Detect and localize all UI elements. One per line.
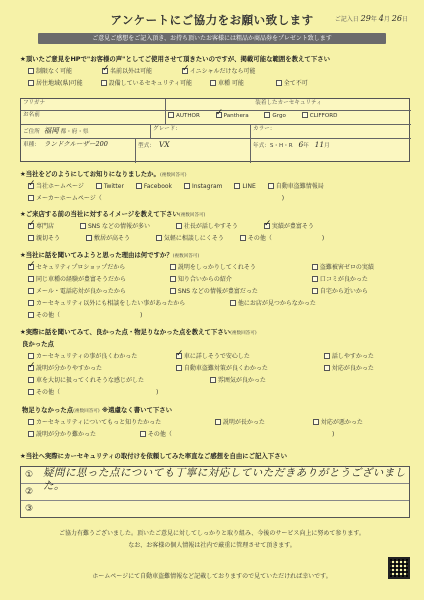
option-label: その他（ bbox=[36, 312, 61, 319]
comment-line-3[interactable] bbox=[21, 501, 409, 518]
checkbox[interactable] bbox=[240, 235, 246, 241]
q0-opt-5[interactable] bbox=[210, 80, 244, 88]
paren-close: ) bbox=[281, 195, 285, 202]
checkbox[interactable] bbox=[312, 276, 318, 282]
option-label: 社長が話しやすそう bbox=[183, 223, 238, 230]
option-label: カーセキュリティ以外にも相談をしたい事があったから bbox=[36, 300, 186, 307]
q3-row2 bbox=[28, 276, 378, 284]
good-opt-2[interactable] bbox=[324, 353, 374, 361]
option-label: Twitter bbox=[103, 183, 124, 190]
furigana-label: フリガナ bbox=[23, 100, 46, 106]
q4-good-row2 bbox=[28, 365, 384, 373]
q0-opt-3[interactable] bbox=[28, 80, 83, 88]
q2-opt-7[interactable] bbox=[240, 235, 324, 243]
checkbox[interactable] bbox=[28, 235, 34, 241]
multi-answer-note: (複数回答可) bbox=[73, 409, 100, 414]
month-unit: 月 bbox=[324, 143, 330, 149]
thanks-text: ご協力有難うございました。頂いたご意見に対してしっかりと取り組み、今後のサービス向上に努めて参ります。 bbox=[59, 530, 365, 537]
q2-row1 bbox=[28, 223, 324, 231]
option-label: 雰囲気が良かった bbox=[217, 377, 266, 384]
option-label: 実績が豊富そう bbox=[271, 223, 314, 230]
option-label: Instagram bbox=[191, 183, 223, 190]
q3-row4 bbox=[28, 300, 326, 308]
option-label: その他（ bbox=[247, 235, 272, 242]
brand-author[interactable] bbox=[168, 112, 200, 120]
good-opt-8[interactable] bbox=[28, 389, 158, 397]
q3-opt-10[interactable] bbox=[230, 300, 316, 308]
brand-row bbox=[166, 111, 411, 125]
checkbox[interactable] bbox=[170, 264, 176, 270]
option-label: 車種 可能 bbox=[217, 80, 244, 87]
bad-opt-2[interactable] bbox=[313, 419, 363, 427]
option-label: 説明が分かり難かった bbox=[36, 431, 97, 438]
q3-opt-5[interactable] bbox=[312, 276, 368, 284]
checkbox[interactable] bbox=[170, 276, 176, 282]
checkbox[interactable] bbox=[168, 112, 174, 118]
model-value: VX bbox=[158, 140, 170, 149]
brand-clifford[interactable] bbox=[302, 112, 338, 120]
option-label: Panthera bbox=[223, 113, 249, 119]
checkbox[interactable] bbox=[324, 353, 330, 359]
good-opt-4[interactable] bbox=[176, 365, 312, 373]
option-label: カーセキュリティについてもっと知りたかった bbox=[36, 419, 162, 426]
option-label: 同じ車種の経験が豊富そうだから bbox=[36, 276, 127, 283]
name-cell[interactable] bbox=[21, 111, 166, 125]
furigana-cell[interactable] bbox=[21, 99, 166, 111]
bad-opt-3[interactable] bbox=[28, 431, 128, 439]
customer-info-table bbox=[20, 98, 410, 162]
checkbox[interactable] bbox=[216, 112, 222, 118]
option-label: 対応が良かった bbox=[331, 365, 374, 372]
checkbox[interactable] bbox=[28, 183, 34, 189]
q4-heading bbox=[20, 328, 257, 337]
date-day: 26 bbox=[391, 14, 402, 23]
checkbox[interactable] bbox=[80, 223, 86, 229]
option-label: SNS などの情報が多い bbox=[87, 223, 150, 230]
multi-answer-note: (複数回答可) bbox=[178, 213, 206, 218]
option-label: 名前以外は可能 bbox=[109, 68, 152, 75]
q0-opt-2[interactable] bbox=[182, 68, 256, 76]
q1-opt-1[interactable] bbox=[96, 183, 124, 191]
option-label: 他にお店が見つからなかった bbox=[237, 300, 316, 307]
checkbox[interactable] bbox=[312, 264, 318, 270]
brand-panthera[interactable] bbox=[216, 112, 249, 120]
q3-opt-6[interactable] bbox=[28, 288, 158, 296]
grade-label: グレード bbox=[153, 126, 176, 132]
heading-text: ★実際に話を聞いてみて、良かった点・物足りなかった点を教えて下さい bbox=[20, 328, 231, 336]
q5-heading: ★当社へ実際にカーセキュリティの取付けを依頼してみた率直なご感想を自由にご記入下さい bbox=[20, 452, 287, 460]
checkbox[interactable] bbox=[101, 80, 107, 86]
heading-text: ★当社をどのようにしてお知りになりましたか。 bbox=[20, 170, 160, 178]
year-era: S・H・R bbox=[269, 143, 293, 149]
option-label: LINE bbox=[242, 183, 256, 190]
option-label: メール・電話応対が良かったから bbox=[36, 288, 126, 295]
q3-opt-2[interactable] bbox=[312, 264, 374, 272]
q1-opt-6[interactable] bbox=[28, 195, 284, 203]
option-label: Grgo bbox=[272, 113, 286, 119]
checkbox[interactable] bbox=[28, 419, 34, 425]
heading-text: ★当社に話を聞いてみようと思った理由は何ですか？ bbox=[20, 251, 173, 259]
q3-opt-3[interactable] bbox=[28, 276, 158, 284]
option-label: 話しやすかった bbox=[331, 353, 374, 360]
address-value: 福岡 bbox=[43, 126, 59, 135]
grade-cell[interactable]: グレード： bbox=[151, 125, 251, 139]
q1-opt-3[interactable] bbox=[184, 183, 223, 191]
checkbox[interactable] bbox=[276, 80, 282, 86]
q2-opt-3[interactable] bbox=[264, 223, 314, 231]
q3-opt-7[interactable] bbox=[170, 288, 300, 296]
checkbox[interactable] bbox=[28, 264, 34, 270]
date-prefix: ご記入日 bbox=[334, 16, 359, 23]
option-label: 自宅から近いから bbox=[319, 288, 368, 295]
year-cell[interactable]: 年式：S・H・R 6年 11月 bbox=[253, 140, 330, 149]
address-cell[interactable] bbox=[21, 125, 151, 139]
option-label: 制限なく可能 bbox=[36, 68, 73, 75]
option-label: 知り合いからの紹介 bbox=[177, 276, 232, 283]
checkbox[interactable] bbox=[28, 276, 34, 282]
paren-close: ) bbox=[331, 431, 335, 438]
month-value: 11 bbox=[314, 140, 325, 149]
multi-answer-note: (複数回答可) bbox=[159, 173, 187, 178]
good-opt-5[interactable] bbox=[324, 365, 374, 373]
line-number: ① bbox=[25, 470, 34, 480]
homepage-note: ホームページにて自動車盗難情報など記載しておりますので見ていただければ幸いです。 bbox=[92, 573, 332, 580]
paren-close: ) bbox=[140, 312, 143, 319]
checkbox[interactable] bbox=[28, 68, 34, 74]
q3-heading bbox=[20, 251, 199, 260]
color-cell[interactable]: カラー： bbox=[251, 125, 411, 139]
q2-row2 bbox=[28, 235, 334, 243]
q4-good-row1 bbox=[28, 353, 384, 361]
q2-opt-2[interactable] bbox=[176, 223, 238, 231]
checkbox[interactable] bbox=[28, 353, 34, 359]
option-label: 自動車盗難情報局 bbox=[275, 183, 324, 190]
checkbox[interactable] bbox=[28, 377, 34, 383]
car-value: ランドクルーザー200 bbox=[43, 140, 108, 148]
option-label: 自動車盗難対策が良くわかった bbox=[183, 365, 268, 372]
option-label: 設備しているセキュリティ可能 bbox=[108, 80, 193, 87]
q0-opt-0[interactable] bbox=[28, 68, 72, 76]
option-label: その他（ bbox=[147, 431, 172, 438]
date-month: 4 bbox=[378, 14, 384, 23]
checkbox[interactable] bbox=[210, 377, 216, 383]
option-label: SNS などの情報が豊富だった bbox=[177, 288, 258, 295]
frank-note: ※遠慮なく書いて下さい bbox=[101, 406, 173, 414]
checkbox[interactable] bbox=[184, 183, 190, 189]
option-label: 居住地域(県)可能 bbox=[36, 80, 83, 87]
option-label: 親切そう bbox=[36, 235, 61, 242]
car-label: 車種 bbox=[23, 142, 35, 148]
bad-opt-1[interactable] bbox=[215, 419, 301, 427]
q2-opt-4[interactable] bbox=[28, 235, 60, 243]
address-unit: 都・府・県 bbox=[60, 129, 89, 135]
bad-opt-0[interactable] bbox=[28, 419, 203, 427]
page-title: アンケートにご協力をお願い致します bbox=[110, 13, 314, 27]
date-field[interactable] bbox=[335, 14, 408, 24]
q1-opt-2[interactable] bbox=[136, 183, 172, 191]
q3-row3 bbox=[28, 288, 378, 296]
q1-opt-4[interactable] bbox=[234, 183, 255, 191]
option-label: 盗難被害ゼロの実績 bbox=[319, 264, 374, 271]
option-label: 車を大切に扱ってくれそうな感じがした bbox=[36, 377, 145, 384]
checkbox[interactable] bbox=[28, 431, 34, 437]
checkbox[interactable] bbox=[28, 80, 34, 86]
multi-answer-note: (複数回答可) bbox=[172, 254, 200, 259]
q0-opt-1[interactable] bbox=[102, 68, 152, 76]
paren-close: ) bbox=[156, 389, 159, 396]
option-label: Facebook bbox=[143, 183, 173, 190]
multi-answer-note: (複数回答可) bbox=[230, 331, 257, 336]
year-value: 6 bbox=[298, 140, 304, 149]
model-label: 型式 bbox=[138, 143, 150, 149]
security-header bbox=[166, 99, 411, 111]
checkbox[interactable] bbox=[176, 223, 182, 229]
checkbox[interactable] bbox=[182, 68, 188, 74]
option-label: 車に詳しそうで安心した bbox=[183, 353, 250, 360]
option-label: 口コミが良かった bbox=[319, 276, 368, 283]
comment-text: 疑問に思った点についても丁寧に対応していただきありがとうございました。 bbox=[43, 467, 406, 493]
option-label: 当社ホームページ bbox=[36, 183, 84, 190]
date-year: 29 bbox=[360, 14, 371, 23]
checkbox[interactable] bbox=[268, 183, 274, 189]
checkbox[interactable] bbox=[28, 389, 34, 395]
name-label: お名前 bbox=[23, 112, 40, 118]
checkbox[interactable] bbox=[140, 431, 146, 437]
date-day-unit: 日 bbox=[401, 16, 408, 23]
q0-row1 bbox=[28, 68, 266, 76]
checkbox[interactable] bbox=[215, 419, 221, 425]
checkbox[interactable] bbox=[28, 365, 34, 371]
q4-good-row3 bbox=[28, 377, 276, 385]
option-label: 説明が長かった bbox=[222, 419, 265, 426]
q3-row5 bbox=[28, 312, 152, 320]
q2-opt-6[interactable] bbox=[156, 235, 224, 243]
checkbox[interactable] bbox=[136, 183, 142, 189]
q0-opt-4[interactable] bbox=[101, 80, 192, 88]
checkbox[interactable] bbox=[234, 183, 240, 189]
option-label: AUTHOR bbox=[176, 113, 200, 119]
checkbox[interactable] bbox=[312, 288, 318, 294]
q4-bad-row1 bbox=[28, 419, 373, 427]
checkbox[interactable] bbox=[28, 195, 34, 201]
paren-close: ) bbox=[321, 235, 325, 242]
checkbox[interactable] bbox=[28, 223, 34, 229]
checkbox[interactable] bbox=[176, 365, 182, 371]
year-unit: 年 bbox=[303, 143, 309, 149]
q3-opt-1[interactable] bbox=[170, 264, 300, 272]
checkbox[interactable] bbox=[264, 112, 270, 118]
comment-line-2[interactable] bbox=[21, 484, 409, 501]
q3-opt-9[interactable] bbox=[28, 300, 218, 308]
q1-row2 bbox=[28, 195, 294, 203]
checkbox[interactable] bbox=[313, 419, 319, 425]
option-label: 敷居が高そう bbox=[93, 235, 130, 242]
address-label: ご住所 bbox=[23, 129, 40, 135]
q0-heading: ★頂いたご意見をHPで"お客様の声"としてご使用させて頂きたいのですが、掲載可能な範囲を教えて下さい bbox=[20, 55, 330, 63]
bad-opt-4[interactable] bbox=[140, 431, 334, 439]
checkbox[interactable] bbox=[302, 112, 308, 118]
checkbox[interactable] bbox=[156, 235, 162, 241]
option-label: カーセキュリティの事が良くわかった bbox=[36, 353, 138, 360]
comment-box[interactable] bbox=[20, 466, 410, 518]
checkbox[interactable] bbox=[230, 300, 236, 306]
option-label: 全て不可 bbox=[283, 80, 308, 87]
q2-opt-5[interactable] bbox=[86, 235, 130, 243]
option-label: 説明をしっかりしてくれそう bbox=[177, 264, 256, 271]
option-label: イニシャルだけなら可能 bbox=[189, 68, 256, 75]
checkbox[interactable] bbox=[210, 80, 216, 86]
date-year-unit: 年 bbox=[370, 16, 377, 23]
privacy-text: なお、お客様の個人情報は社内で厳重に管理させて頂きます。 bbox=[128, 542, 296, 549]
option-label: セキュリティプロショップだから bbox=[36, 264, 126, 271]
q1-row1 bbox=[28, 183, 334, 191]
q0-opt-6[interactable] bbox=[276, 80, 308, 88]
checkbox[interactable] bbox=[28, 288, 34, 294]
q3-opt-0[interactable] bbox=[28, 264, 158, 272]
option-label: 専門店 bbox=[36, 223, 55, 230]
q1-heading bbox=[20, 170, 187, 179]
year-label: 年式 bbox=[253, 143, 265, 149]
q3-opt-11[interactable] bbox=[28, 312, 142, 320]
option-label: CLIFFORD bbox=[309, 113, 338, 119]
q2-heading bbox=[20, 210, 205, 219]
q1-opt-0[interactable] bbox=[28, 183, 84, 191]
q2-opt-0[interactable] bbox=[28, 223, 54, 231]
q0-row2 bbox=[28, 80, 318, 88]
checkbox[interactable] bbox=[96, 183, 102, 189]
option-label: その他（ bbox=[36, 389, 61, 396]
heading-text: ★ご来店する前の当社に対するイメージを教えて下さい bbox=[20, 210, 179, 218]
color-label: カラー bbox=[253, 126, 270, 132]
bad-points-heading bbox=[22, 406, 172, 415]
checkbox[interactable] bbox=[170, 288, 176, 294]
info-banner: ご意見ご感想をご記入頂き、お持ち頂いたお客様には粗品か商品券をプレゼント致します bbox=[38, 33, 386, 44]
good-points-heading: 良かった点 bbox=[22, 340, 54, 348]
q4-good-row4 bbox=[28, 389, 168, 397]
car-cell[interactable]: 車種： ランドクルーザー200 bbox=[21, 139, 136, 163]
q3-opt-4[interactable] bbox=[170, 276, 300, 284]
checkbox[interactable] bbox=[102, 68, 108, 74]
q1-opt-5[interactable] bbox=[268, 183, 324, 191]
option-label: メーカーホームページ（ bbox=[36, 195, 102, 202]
q4-bad-row2 bbox=[28, 431, 344, 439]
good-opt-3[interactable] bbox=[28, 365, 164, 373]
date-month-unit: 月 bbox=[383, 16, 390, 23]
security-label: 装着したカーセキュリティ bbox=[255, 100, 322, 106]
checkbox[interactable] bbox=[28, 312, 34, 318]
qr-code-icon[interactable] bbox=[388, 557, 410, 579]
option-label: 対応が悪かった bbox=[320, 419, 363, 426]
checkbox[interactable] bbox=[264, 223, 270, 229]
model-cell[interactable]: 型式： VX bbox=[136, 139, 251, 163]
checkbox[interactable] bbox=[86, 235, 92, 241]
line-number: ③ bbox=[25, 504, 34, 514]
comment-line-1[interactable] bbox=[21, 467, 409, 493]
good-opt-1[interactable] bbox=[176, 353, 312, 361]
brand-grgo[interactable] bbox=[264, 112, 286, 120]
q2-opt-1[interactable] bbox=[80, 223, 150, 231]
q3-opt-8[interactable] bbox=[312, 288, 368, 296]
good-opt-7[interactable] bbox=[210, 377, 266, 385]
option-label: 気軽に相談しにくそう bbox=[163, 235, 224, 242]
checkbox[interactable] bbox=[176, 353, 182, 359]
checkbox[interactable] bbox=[324, 365, 330, 371]
good-opt-0[interactable] bbox=[28, 353, 164, 361]
heading-text: 物足りなかった点 bbox=[22, 406, 74, 414]
option-label: 説明が分かりやすかった bbox=[36, 365, 103, 372]
line-number: ② bbox=[25, 487, 34, 497]
good-opt-6[interactable] bbox=[28, 377, 198, 385]
checkbox[interactable] bbox=[28, 300, 34, 306]
q3-row1 bbox=[28, 264, 384, 272]
